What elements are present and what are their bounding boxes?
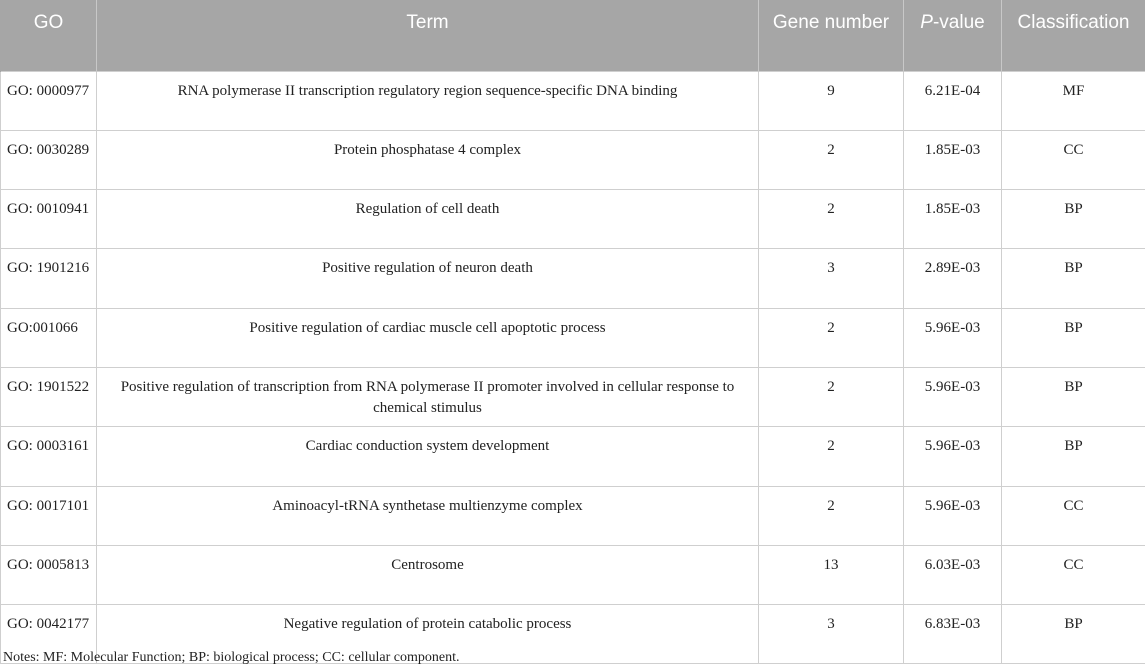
- cell-classification: BP: [1002, 427, 1145, 486]
- header-pvalue-rest: -value: [932, 12, 985, 33]
- header-pvalue: [904, 0, 1002, 71]
- cell-go: GO: 0017101: [1, 486, 97, 545]
- header-pvalue-italic: P: [920, 12, 933, 33]
- cell-pvalue: 6.21E-04: [904, 71, 1002, 130]
- cell-go: GO: 0003161: [1, 427, 97, 486]
- cell-term: Regulation of cell death: [97, 190, 759, 249]
- cell-go: GO: 0010941: [1, 190, 97, 249]
- cell-classification: BP: [1002, 367, 1145, 426]
- table-row: [1, 249, 1145, 308]
- cell-gene-number: 2: [759, 367, 904, 426]
- cell-classification: BP: [1002, 190, 1145, 249]
- table-notes: Notes: MF: Molecular Function; BP: biological process; CC: cellular component.: [3, 650, 460, 665]
- cell-pvalue: 5.96E-03: [904, 308, 1002, 367]
- cell-gene-number: 2: [759, 130, 904, 189]
- table-header-row: [1, 0, 1145, 71]
- cell-classification: CC: [1002, 486, 1145, 545]
- cell-go: GO: 0042177: [1, 605, 97, 664]
- header-term: Term: [97, 0, 759, 71]
- cell-term: Centrosome: [97, 545, 759, 604]
- cell-classification: BP: [1002, 308, 1145, 367]
- table-row: [1, 71, 1145, 130]
- cell-go: GO: 0000977: [1, 71, 97, 130]
- cell-term: Positive regulation of neuron death: [97, 249, 759, 308]
- cell-term: RNA polymerase II transcription regulatory region sequence-specific DNA binding: [97, 71, 759, 130]
- table-row: [1, 427, 1145, 486]
- cell-go: GO: 1901216: [1, 249, 97, 308]
- cell-go: GO: 0030289: [1, 130, 97, 189]
- header-gene-number: Gene number: [759, 0, 904, 71]
- cell-pvalue: 6.03E-03: [904, 545, 1002, 604]
- header-classification: Classification: [1002, 0, 1145, 71]
- cell-classification: MF: [1002, 71, 1145, 130]
- cell-term: Cardiac conduction system development: [97, 427, 759, 486]
- cell-classification: BP: [1002, 249, 1145, 308]
- cell-term: Positive regulation of transcription from RNA polymerase II promoter involved in cellular response to chemical stimulus: [97, 367, 759, 426]
- cell-pvalue: 5.96E-03: [904, 486, 1002, 545]
- table-row: [1, 130, 1145, 189]
- cell-gene-number: 3: [759, 605, 904, 664]
- cell-term: Aminoacyl-tRNA synthetase multienzyme complex: [97, 486, 759, 545]
- cell-gene-number: 2: [759, 486, 904, 545]
- cell-gene-number: 3: [759, 249, 904, 308]
- cell-pvalue: 1.85E-03: [904, 190, 1002, 249]
- table-row: [1, 367, 1145, 426]
- cell-term: Negative regulation of protein catabolic process: [97, 605, 759, 664]
- cell-classification: BP: [1002, 605, 1145, 664]
- cell-gene-number: 2: [759, 190, 904, 249]
- cell-term: Positive regulation of cardiac muscle cell apoptotic process: [97, 308, 759, 367]
- cell-classification: CC: [1002, 130, 1145, 189]
- cell-gene-number: 2: [759, 427, 904, 486]
- cell-pvalue: 6.83E-03: [904, 605, 1002, 664]
- table-row: [1, 190, 1145, 249]
- cell-pvalue: 5.96E-03: [904, 367, 1002, 426]
- header-go: GO: [1, 0, 97, 71]
- cell-gene-number: 9: [759, 71, 904, 130]
- cell-go: GO:001066: [1, 308, 97, 367]
- table-row: [1, 486, 1145, 545]
- cell-pvalue: 1.85E-03: [904, 130, 1002, 189]
- table-row: [1, 308, 1145, 367]
- cell-pvalue: 2.89E-03: [904, 249, 1002, 308]
- cell-gene-number: 13: [759, 545, 904, 604]
- cell-term: Protein phosphatase 4 complex: [97, 130, 759, 189]
- cell-pvalue: 5.96E-03: [904, 427, 1002, 486]
- cell-go: GO: 0005813: [1, 545, 97, 604]
- cell-gene-number: 2: [759, 308, 904, 367]
- table-row: [1, 545, 1145, 604]
- cell-go: GO: 1901522: [1, 367, 97, 426]
- cell-classification: CC: [1002, 545, 1145, 604]
